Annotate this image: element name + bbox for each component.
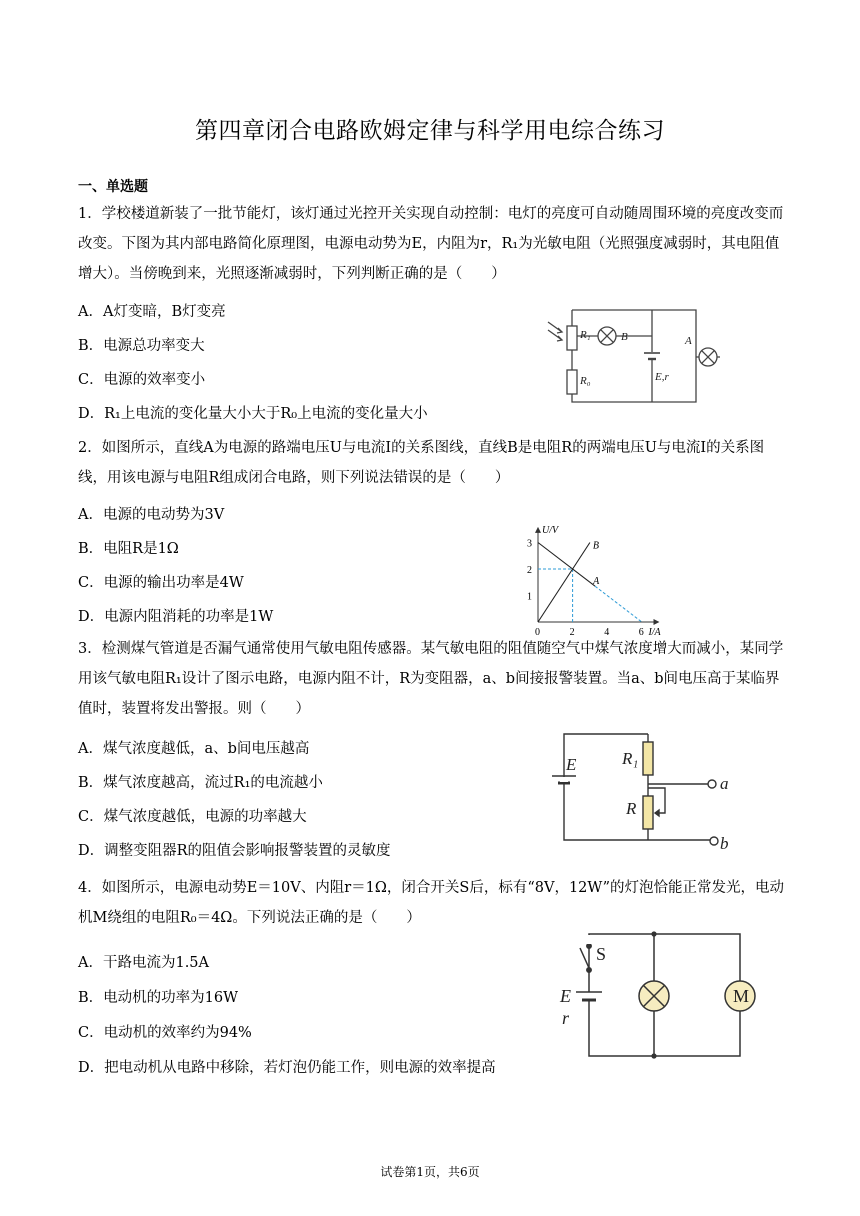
q1-option-b: B．电源总功率变大 xyxy=(78,338,205,354)
section-heading: 一、单选题 xyxy=(78,179,148,195)
y-axis-label: U/V xyxy=(542,524,559,536)
q4-label-r: r xyxy=(562,1008,570,1028)
series-B-label: B xyxy=(592,540,600,552)
q3-option-c: C．煤气浓度越低，电源的功率越大 xyxy=(78,809,307,825)
series-A-label: A xyxy=(593,576,600,588)
q2-option-a: A．电源的电动势为3V xyxy=(78,507,225,523)
q3-label-b: b xyxy=(720,834,729,853)
question-4-stem: 4．如图所示，电源电动势E＝10V、内阻r＝1Ω，闭合开关S后，标有“8V，12W”的灯泡恰能正常发光，电动机M绕组的电阻R₀＝4Ω。下列说法正确的是（ ） xyxy=(78,880,784,926)
q4-option-a: A．干路电流为1.5A xyxy=(78,955,210,971)
series-A-extension xyxy=(595,586,642,622)
x-axis-label: I/A xyxy=(648,627,661,636)
y-tick-label: 1 xyxy=(527,591,532,603)
q2-option-c: C．电源的输出功率是4W xyxy=(78,575,244,591)
q4-option-b: B．电动机的功率为16W xyxy=(78,990,239,1006)
q3-label-e: E xyxy=(566,755,577,774)
x-tick-label: 6 xyxy=(638,627,644,636)
q4-label-m: M xyxy=(733,986,750,1006)
series-B-line xyxy=(538,543,590,623)
question-3-stem: 3．检测煤气管道是否漏气通常使用气敏电阻传感器。某气敏电阻的阻值随空气中煤气浓度增大而减小，某同学用该气敏电阻R₁设计了图示电路，电源内阻不计，R为变阻器，a、b间接报警装置。当a、b间电压高于某临界值时，装置将发出警报。则（ ） xyxy=(78,641,784,717)
q1-label-r0: R₀ xyxy=(580,375,591,387)
q2-option-b: B．电阻R是1Ω xyxy=(78,541,179,557)
series-A-line xyxy=(538,543,595,587)
q1-option-c: C．电源的效率变小 xyxy=(78,372,206,388)
q4-option-c: C．电动机的效率约为94% xyxy=(78,1025,252,1041)
q1-label-r1: R₁ xyxy=(580,329,591,341)
y-tick-label: 2 xyxy=(527,565,532,576)
q3-label-r: R xyxy=(626,799,637,818)
q3-label-a: a xyxy=(720,774,729,793)
q1-circuit-figure xyxy=(540,302,730,414)
q1-option-d: D．R₁上电流的变化量大小大于R₀上电流的变化量大小 xyxy=(78,406,428,422)
q3-option-d: D．调整变阻器R的阻值会影响报警装置的灵敏度 xyxy=(78,843,391,859)
q3-option-a: A．煤气浓度越低，a、b间电压越高 xyxy=(78,741,310,757)
q3-label-r1: R₁ xyxy=(622,749,639,768)
page-footer: 试卷第1页，共6页 xyxy=(380,1165,480,1179)
q4-option-d: D．把电动机从电路中移除，若灯泡仍能工作，则电源的效率提高 xyxy=(78,1060,496,1076)
q1-label-a: A xyxy=(685,335,692,347)
q3-circuit-figure xyxy=(548,728,738,856)
x-tick-label: 4 xyxy=(604,627,610,636)
q2-ui-graph xyxy=(518,508,690,636)
x-tick-label: 0 xyxy=(535,627,540,636)
question-1-stem: 1．学校楼道新装了一批节能灯，该灯通过光控开关实现自动控制：电灯的亮度可自动随周围环境的亮度改变而改变。下图为其内部电路简化原理图，电源电动势为E，内阻为r，R₁为光敏电阻（光照强度减弱时，其电阻值增大）。当傍晚到来，光照逐渐减弱时，下列判断正确的是（ ） xyxy=(78,206,784,282)
x-tick-label: 2 xyxy=(569,627,575,636)
question-2-stem: 2．如图所示，直线A为电源的路端电压U与电流I的关系图线，直线B是电阻R的两端电压U与电流I的关系图线，用该电源与电阻R组成闭合电路，则下列说法错误的是（ ） xyxy=(78,440,765,486)
q3-option-b: B．煤气浓度越高，流过R₁的电流越小 xyxy=(78,775,323,791)
q1-label-b: B xyxy=(621,331,628,343)
q1-option-a: A．A灯变暗，B灯变亮 xyxy=(78,304,226,320)
q4-label-s: S xyxy=(596,944,607,964)
y-tick-label: 3 xyxy=(527,538,532,550)
q4-label-e: E xyxy=(560,986,571,1006)
page-title: 第四章闭合电路欧姆定律与科学用电综合练习 xyxy=(195,118,665,144)
q2-option-d: D．电源内阻消耗的功率是1W xyxy=(78,609,274,625)
q4-circuit-figure xyxy=(556,930,756,1062)
q1-label-er: E,r xyxy=(655,371,669,383)
